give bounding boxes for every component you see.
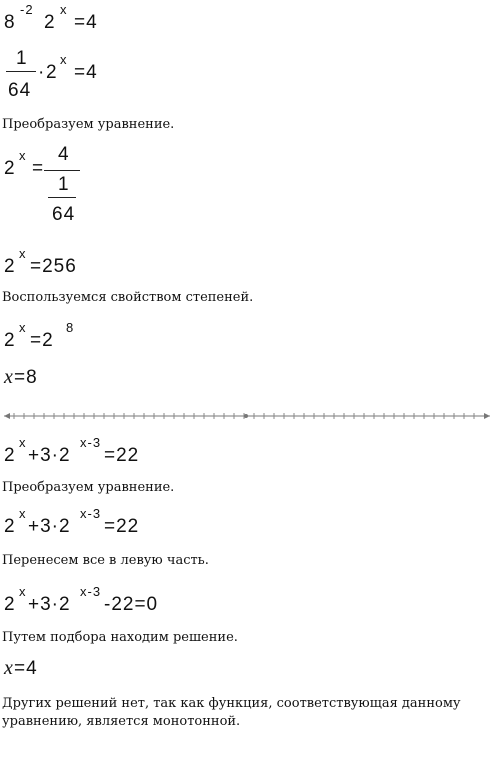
eq8-rhs: =22	[104, 516, 140, 537]
eq7-exp-b: x-3	[80, 435, 102, 450]
eq2-dot: ·	[38, 62, 46, 83]
eq2-exp2: x	[60, 52, 68, 67]
eq4-base2: 2	[4, 256, 16, 277]
eq10-rhs: =4	[14, 658, 38, 679]
eq3-fraction-line	[44, 170, 80, 171]
text-conclusion-line2: уравнению, является монотонной.	[2, 714, 241, 729]
text-find-solution: Путем подбора находим решение.	[2, 630, 238, 645]
eq9-exp-b: x-3	[80, 584, 102, 599]
eq3-exp2: x	[19, 148, 27, 163]
eq1-base8: 8	[4, 12, 16, 33]
eq1-base2: 2	[44, 12, 56, 33]
eq3-inner-denominator: 64	[52, 204, 76, 225]
eq2-numerator: 1	[16, 48, 28, 69]
eq8-mid: +3·2	[28, 516, 71, 537]
eq6-rhs: =8	[14, 367, 38, 388]
eq8-exp-a: x	[19, 506, 27, 521]
eq2-rhs: =4	[74, 62, 98, 83]
eq10-var: x	[4, 657, 13, 679]
eq5-base2: 2	[4, 330, 16, 351]
text-move-left: Перенесем все в левую часть.	[2, 553, 209, 568]
eq3-numerator: 4	[58, 144, 70, 165]
eq3-equals: =	[32, 158, 45, 179]
eq9-rhs: -22=0	[104, 594, 159, 615]
eq3-inner-numerator: 1	[58, 174, 70, 195]
eq5-exp2: x	[19, 320, 27, 335]
section-divider-ruler	[4, 409, 490, 423]
eq8-exp-b: x-3	[80, 506, 102, 521]
text-power-property: Воспользуемся свойством степеней.	[2, 290, 254, 305]
eq2-denominator: 64	[8, 80, 32, 101]
eq7-mid: +3·2	[28, 445, 71, 466]
eq7-exp-a: x	[19, 435, 27, 450]
eq9-base-a: 2	[4, 594, 16, 615]
eq5-rhs-exp: 8	[66, 320, 75, 335]
eq1-exp2: x	[60, 2, 68, 17]
eq2-base2: 2	[46, 62, 58, 83]
eq8-base-a: 2	[4, 516, 16, 537]
eq3-base2: 2	[4, 158, 16, 179]
eq9-exp-a: x	[19, 584, 27, 599]
eq3-inner-fraction-line	[48, 197, 76, 198]
text-transform-2: Преобразуем уравнение.	[2, 480, 175, 495]
eq4-exp2: x	[19, 246, 27, 261]
eq5-rhs-base: =2	[30, 330, 54, 351]
eq1-rhs: =4	[74, 12, 98, 33]
eq2-fraction-line	[6, 71, 36, 72]
text-transform-1: Преобразуем уравнение.	[2, 117, 175, 132]
eq1-exp8: -2	[20, 2, 34, 17]
eq7-base-a: 2	[4, 445, 16, 466]
eq9-mid: +3·2	[28, 594, 71, 615]
eq7-rhs: =22	[104, 445, 140, 466]
eq6-var: x	[4, 366, 13, 388]
eq4-rhs: =256	[30, 256, 77, 277]
text-conclusion-line1: Других решений нет, так как функция, соответствующая данному	[2, 696, 461, 711]
